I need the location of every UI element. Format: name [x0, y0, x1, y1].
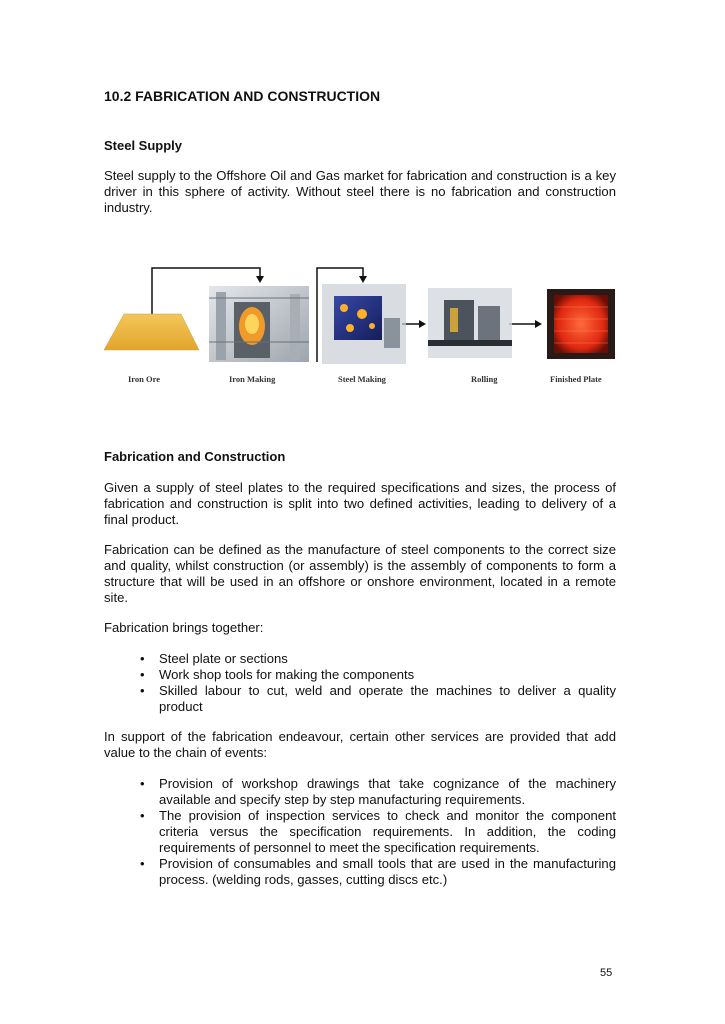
list-item: • Steel plate or sections — [140, 651, 288, 666]
steel-process-diagram — [104, 262, 618, 388]
bullet-icon: • — [140, 856, 145, 871]
bullet-icon: • — [140, 667, 145, 682]
bullet-icon: • — [140, 651, 145, 666]
caption-iron-making: Iron Making — [229, 374, 276, 384]
list-item: • Provision of workshop drawings that take cognizance of the machinery available and specify step by step manufacturing requirements. — [140, 776, 616, 807]
services-list — [104, 776, 616, 888]
rolling-image — [428, 288, 512, 358]
steel-making-image — [322, 284, 406, 364]
fabrication-heading: Fabrication and Construction — [104, 449, 286, 464]
support-intro-paragraph: In support of the fabrication endeavour, certain other services are provided that add value to the chain of events: — [104, 729, 616, 760]
brings-together-text: Fabrication brings together: — [104, 620, 264, 635]
steel-supply-paragraph: Steel supply to the Offshore Oil and Gas market for fabrication and construction is a key driver in this sphere of activity. Without steel there is no fabrication and construction industry. — [104, 168, 616, 215]
list-item: • Provision of consumables and small tools that are used in the manufacturing process. (welding rods, gasses, cutting discs etc.) — [140, 856, 616, 887]
iron-making-image — [209, 286, 309, 362]
finished-plate-image — [547, 289, 615, 359]
caption-finished-plate: Finished Plate — [550, 374, 602, 384]
fabrication-items-list — [104, 651, 616, 715]
steel-process-figure — [104, 262, 618, 388]
list-item: • Work shop tools for making the components — [140, 667, 415, 682]
bullet-icon: • — [140, 776, 145, 791]
caption-steel-making: Steel Making — [338, 374, 386, 384]
bullet-icon: • — [140, 683, 145, 698]
steel-supply-heading: Steel Supply — [104, 138, 183, 153]
section-title: 10.2 FABRICATION AND CONSTRUCTION — [104, 88, 381, 104]
fabrication-paragraph-1: Given a supply of steel plates to the required specifications and sizes, the process of fabrication and construction is split into two defined activities, leading to delivery of a final product. — [104, 480, 616, 527]
page-number: 55 — [600, 967, 613, 979]
list-item: • Skilled labour to cut, weld and operate the machines to deliver a quality product — [140, 683, 616, 714]
caption-rolling: Rolling — [471, 374, 498, 384]
iron-ore-pile — [104, 314, 199, 350]
list-item: • The provision of inspection services to check and monitor the component criteria versus the specification requirements. In addition, the coding requirements of personnel to meet the specification requirements. — [140, 808, 616, 855]
bullet-icon: • — [140, 808, 145, 823]
caption-iron-ore: Iron Ore — [128, 374, 161, 384]
fabrication-paragraph-2: Fabrication can be defined as the manufacture of steel components to the correct size and quality, whilst construction (or assembly) is the assembly of components to form a structure that will be used in an offshore or onshore environment, located in a remote site. — [104, 542, 616, 605]
